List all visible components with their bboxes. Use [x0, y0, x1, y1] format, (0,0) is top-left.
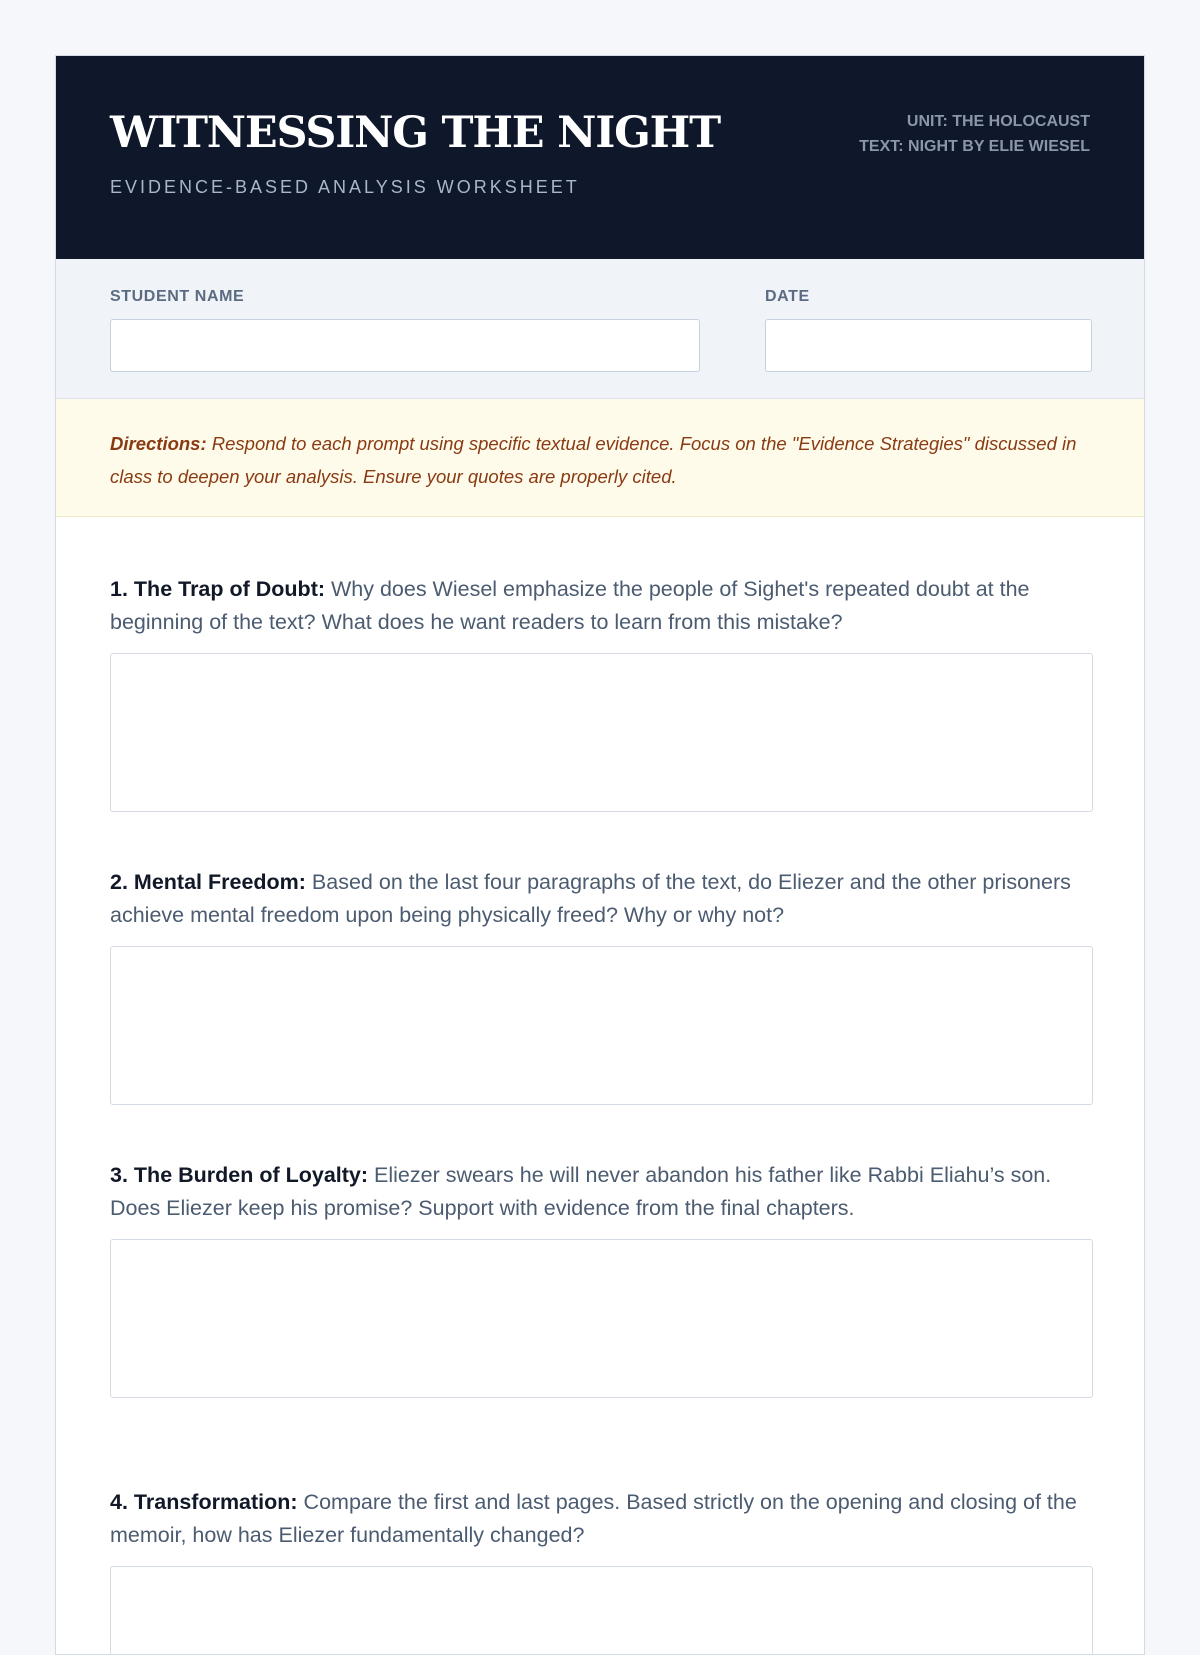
student-name-group	[110, 287, 700, 372]
question-number: 1.	[110, 577, 128, 601]
question-number: 4.	[110, 1490, 128, 1514]
student-info-section	[56, 259, 1144, 399]
date-label: DATE	[765, 288, 810, 305]
unit-label: UNIT: THE HOLOCAUST	[906, 113, 1090, 130]
question-text: Why does Wiesel emphasize the people of Sighet's repeated doubt at the beginning of the text? What does he want readers to learn from this mistake?	[110, 577, 1030, 634]
answer-box-2[interactable]	[110, 946, 1093, 1105]
answer-box-1[interactable]	[110, 653, 1093, 812]
worksheet-header	[56, 56, 1144, 259]
question-prompt	[110, 573, 1093, 639]
directions-label: Directions:	[110, 433, 207, 454]
question-2	[110, 866, 1093, 1105]
text-label: TEXT: NIGHT BY ELIE WIESEL	[859, 138, 1090, 155]
question-prompt	[110, 1486, 1093, 1552]
question-title: Mental Freedom:	[133, 870, 306, 894]
date-input[interactable]	[765, 319, 1092, 372]
question-text: Eliezer swears he will never abandon his father like Rabbi Eliahu’s son. Does Eliezer keep his promise? Support with evidence from the final chapters.	[110, 1163, 1052, 1220]
answer-box-4[interactable]	[110, 1566, 1093, 1655]
question-title: The Trap of Doubt:	[133, 577, 326, 601]
question-prompt	[110, 1159, 1093, 1225]
question-text: Compare the first and last pages. Based strictly on the opening and closing of the memoir, how has Eliezer fundamentally changed?	[110, 1490, 1077, 1547]
answer-box-3[interactable]	[110, 1239, 1093, 1398]
directions-box	[56, 399, 1144, 517]
question-number: 2.	[110, 870, 128, 894]
page-subtitle: EVIDENCE-BASED ANALYSIS WORKSHEET	[110, 177, 580, 197]
question-prompt	[110, 866, 1093, 932]
page-title: WITNESSING THE NIGHT	[110, 108, 720, 158]
question-text: Based on the last four paragraphs of the text, do Eliezer and the other prisoners achieve mental freedom upon being physically freed? Why or why not?	[110, 870, 1071, 927]
student-name-input[interactable]	[110, 319, 700, 372]
question-title: Transformation:	[133, 1490, 298, 1514]
question-1	[110, 573, 1093, 812]
question-4	[110, 1486, 1093, 1655]
question-title: The Burden of Loyalty:	[133, 1163, 369, 1187]
student-name-label: STUDENT NAME	[110, 288, 245, 305]
question-number: 3.	[110, 1163, 128, 1187]
worksheet	[55, 55, 1145, 1655]
date-group	[765, 287, 1092, 372]
question-3	[110, 1159, 1093, 1398]
directions-text: Respond to each prompt using specific textual evidence. Focus on the "Evidence Strategies" discussed in class to deepen your analysis. Ensure your quotes are properly cited.	[110, 433, 1077, 487]
unit-info	[859, 109, 1090, 159]
